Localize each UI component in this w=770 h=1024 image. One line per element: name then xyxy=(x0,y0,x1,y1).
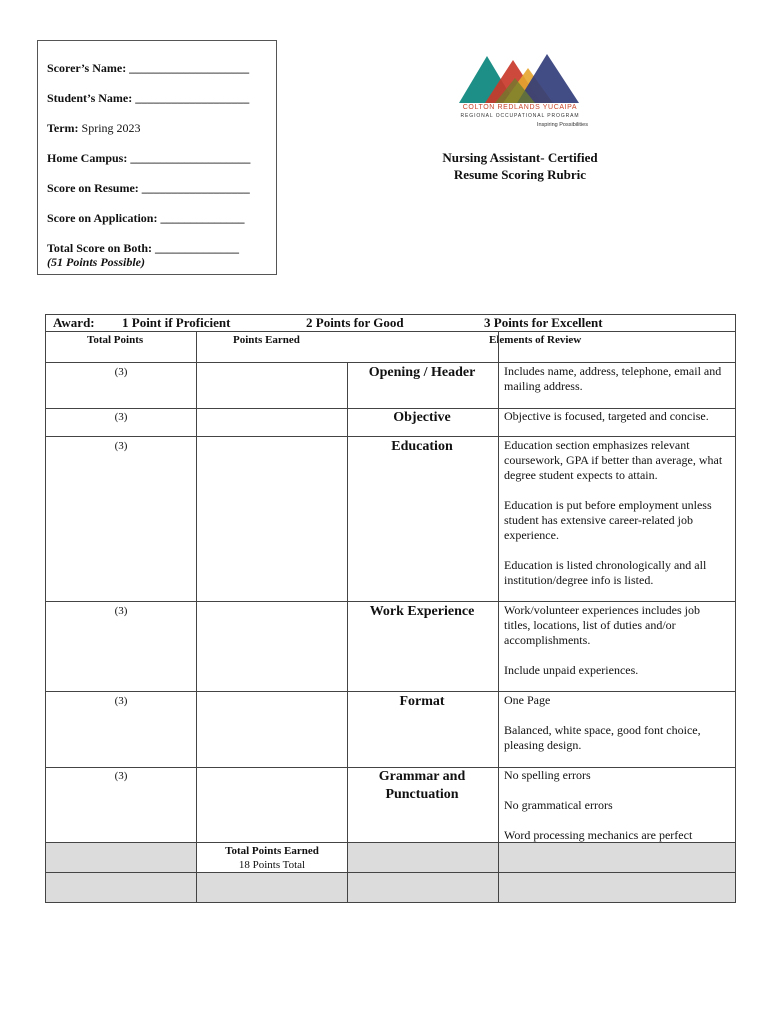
row-total-points: (3) xyxy=(114,695,128,707)
row-total-points: (3) xyxy=(114,605,128,617)
award-excellent: 3 Points for Excellent xyxy=(484,315,603,330)
home-campus-field[interactable]: Home Campus: ____________________ xyxy=(47,151,251,165)
row-description: One Page Balanced, white space, good font choice, pleasing design. xyxy=(504,693,701,752)
award-proficient: 1 Point if Proficient xyxy=(122,315,231,330)
points-earned-cell[interactable] xyxy=(197,692,347,767)
term-label: Term: xyxy=(47,121,79,135)
title-line-1: Nursing Assistant- Certified xyxy=(442,150,598,165)
shaded-cell xyxy=(197,872,347,902)
row-total-points: (3) xyxy=(114,440,128,452)
logo-name: COLTON REDLANDS YUCAIPA xyxy=(462,104,578,111)
row-element: Work Experience xyxy=(369,604,475,619)
total-points-value: 18 Points Total xyxy=(238,859,306,871)
row-total-points: (3) xyxy=(114,366,128,378)
row-description: No spelling errors No grammatical errors Word processing mechanics are perfect xyxy=(504,768,693,842)
title-line-2: Resume Scoring Rubric xyxy=(453,167,587,182)
row-description: Work/volunteer experiences includes job titles, locations, list of duties and/or accomplishments. Include unpaid experiences. xyxy=(504,603,700,677)
row-divider xyxy=(46,362,735,363)
row-element: Grammar and Punctuation xyxy=(378,769,466,802)
points-earned-cell[interactable] xyxy=(197,437,347,601)
row-description: Includes name, address, telephone, email and mailing address. xyxy=(504,364,722,393)
document-title xyxy=(410,149,630,183)
row-element: Objective xyxy=(393,410,451,425)
total-points-earned xyxy=(197,844,347,872)
row-element: Education xyxy=(391,439,453,454)
header-elements-review: Elements of Review xyxy=(489,334,582,346)
row-element: Format xyxy=(399,694,445,709)
rubric-table xyxy=(45,314,736,903)
scorer-info-box xyxy=(37,40,277,275)
points-earned-cell[interactable] xyxy=(197,602,347,691)
row-total-points: (3) xyxy=(114,770,128,782)
points-possible-note: (51 Points Possible) xyxy=(47,255,145,269)
award-row xyxy=(46,315,735,332)
row-description: Objective is focused, targeted and concise. xyxy=(504,409,709,423)
award-label: Award: xyxy=(53,315,95,330)
header-points-earned: Points Earned xyxy=(233,334,300,346)
column-divider xyxy=(498,331,499,902)
points-earned-cell[interactable] xyxy=(197,363,347,408)
term-value: Spring 2023 xyxy=(81,121,141,135)
logo-tagline: Inspiring Possibilities xyxy=(536,122,588,128)
row-description: Education section emphasizes relevant coursework, GPA if better than average, what degree student expects to attain. Education is put before employment unless student has extensive career-related job experience. Education is listed chronologically and all institution/degree info is listed. xyxy=(504,438,723,587)
logo-subtitle: REGIONAL OCCUPATIONAL PROGRAM xyxy=(460,113,580,119)
student-name-field[interactable]: Student’s Name: ___________________ xyxy=(47,91,250,105)
row-total-points: (3) xyxy=(114,411,128,423)
total-score-field[interactable]: Total Score on Both: ______________ xyxy=(47,241,240,255)
total-earned-label: Total Points Earned xyxy=(225,845,319,857)
score-application-field[interactable]: Score on Application: ______________ xyxy=(47,211,245,225)
row-element: Opening / Header xyxy=(368,365,476,380)
crrop-logo-icon xyxy=(455,48,585,133)
points-earned-cell[interactable] xyxy=(197,409,347,436)
term-line xyxy=(47,121,141,136)
header-total-points: Total Points xyxy=(87,334,144,346)
row-divider xyxy=(46,872,735,873)
award-good: 2 Points for Good xyxy=(306,315,404,330)
score-resume-field[interactable]: Score on Resume: __________________ xyxy=(47,181,250,195)
points-earned-cell[interactable] xyxy=(197,768,347,842)
scorer-name-field[interactable]: Scorer’s Name: ____________________ xyxy=(47,61,250,75)
